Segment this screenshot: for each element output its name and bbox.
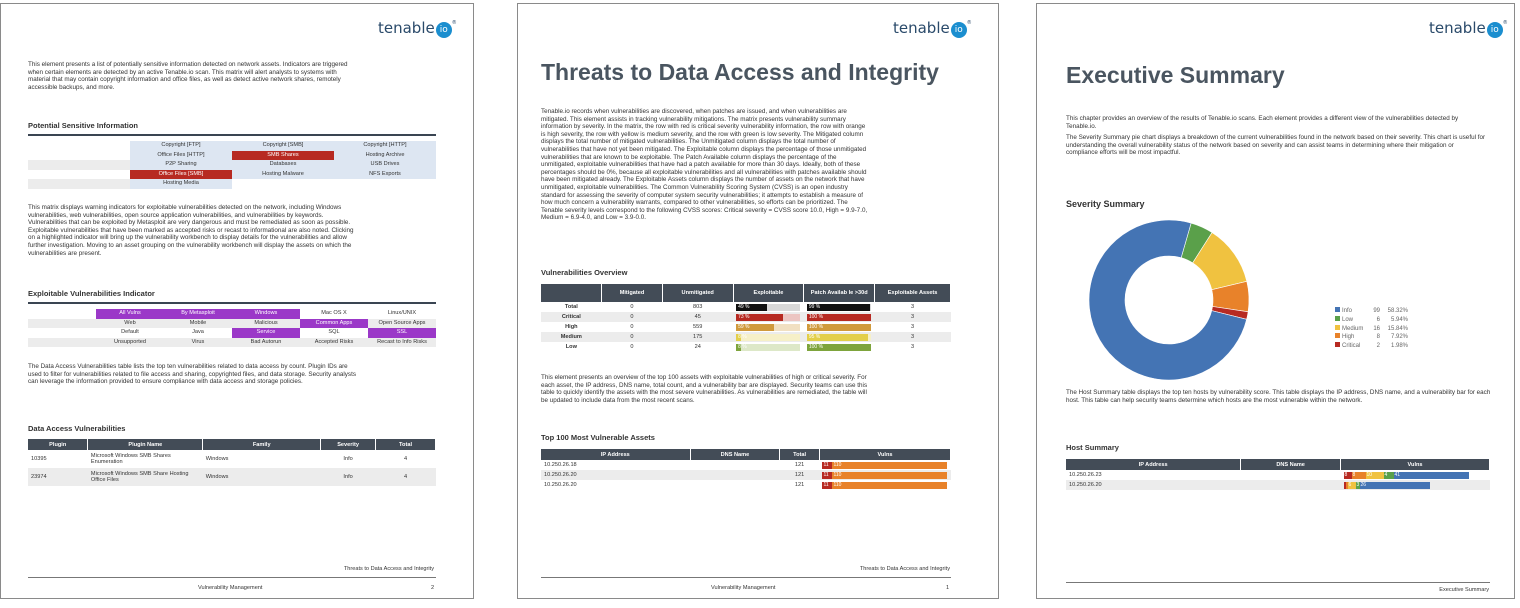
table-row [28, 450, 436, 468]
matrix-spacer [28, 338, 96, 348]
vulnerable-assets-table [541, 449, 951, 490]
exploit-indicator[interactable]: SSL [368, 328, 436, 338]
legend-swatch [1335, 307, 1340, 312]
sensitive-indicator[interactable]: USB Drives [334, 160, 436, 170]
host-dns [1241, 470, 1341, 480]
report-page-2 [0, 3, 474, 599]
tenable-logo: tenable io® [378, 19, 457, 37]
plugin-total: 4 [376, 468, 436, 486]
footer-section: Threats to Data Access and Integrity [343, 566, 434, 572]
host-ip[interactable]: 10.250.26.20 [1066, 480, 1241, 490]
asset-ip[interactable]: 10.250.26.18 [544, 462, 577, 468]
asset-dns [690, 480, 779, 490]
overview-col-header [541, 284, 602, 302]
severity-label: High [565, 324, 578, 330]
assets-intro: This element presents an overview of the top 100 assets with exploitable vulnerabilities of high or critical severity. For each asset, the IP address, DNS name, total count, and a vulnerability bar are displayed. Security teams can use this table to quickly identify the assets with the most severe vulnerabilities. As vulnerabilities are remediated, the table will be updated to include data from the most recent scans. [541, 374, 868, 404]
percent-bar-track [736, 344, 800, 351]
asset-total: 121 [794, 482, 805, 488]
percent-bar-track [807, 334, 871, 341]
host-intro: The Host Summary table displays the top ten hosts by vulnerability score. This table displays the IP address, DNS name, and a vulnerability bar for each host. This table can help security teams determine which hosts are the most vulnerable within the network. [1066, 389, 1491, 404]
host-vuln-bar[interactable] [1344, 472, 1487, 479]
table-row [541, 332, 951, 342]
host-vuln-segment: 8 [1352, 472, 1366, 479]
section-rule [28, 302, 436, 304]
severity-legend [1335, 307, 1408, 351]
sensitive-info-heading: Potential Sensitive Information [28, 121, 139, 130]
severity-label: Medium [541, 332, 602, 342]
percent-bar-label: 100 % [808, 343, 824, 350]
percent-bar-label: 8 % [738, 333, 747, 340]
exploitable-assets: 3 [875, 312, 951, 322]
percent-bar-track [736, 314, 800, 321]
asset-vuln-bar[interactable] [822, 482, 947, 489]
vulnerabilities-overview-table [541, 284, 951, 352]
sensitive-indicator[interactable]: Hosting Media [130, 179, 232, 189]
tenable-logo: tenable io® [893, 19, 972, 37]
legend-swatch [1335, 316, 1340, 321]
col-total: Total [376, 439, 436, 450]
host-vuln-segment: 4 [1384, 472, 1394, 479]
severity-pie-chart [1087, 218, 1251, 382]
footer-section: Executive Summary [1439, 587, 1489, 593]
percent-bar-cell [804, 342, 875, 352]
table-row [28, 468, 436, 486]
matrix-spacer [28, 309, 96, 319]
percent-bar-label: 95 % [808, 333, 821, 340]
percent-bar-cell [733, 342, 804, 352]
host-vuln-segment: 10 [1366, 472, 1384, 479]
mitigated-count: 0 [630, 324, 634, 330]
legend-percent: 1.98% [1390, 343, 1408, 350]
percent-bar-track [736, 324, 800, 331]
sensitive-indicator [334, 179, 436, 189]
plugin-severity: Info [343, 456, 353, 462]
legend-count: 99 [1373, 308, 1380, 314]
exploit-indicator[interactable]: Java [164, 328, 232, 338]
high-segment: 110 [832, 462, 947, 469]
table-row [541, 302, 951, 312]
col-vulns: Vulns [1341, 459, 1490, 470]
unmitigated-count: 24 [694, 344, 701, 350]
legend-count: 16 [1373, 325, 1380, 332]
data-access-heading: Data Access Vulnerabilities [28, 424, 126, 433]
legend-percent: 58.32% [1387, 308, 1408, 314]
col-total: Total [780, 449, 820, 460]
legend-count: 8 [1376, 334, 1380, 341]
exploitable-assets: 3 [910, 304, 915, 310]
legend-label: Medium [1342, 325, 1364, 332]
legend-count: 2 [1376, 343, 1380, 350]
plugin-name: Microsoft Windows SMB Share Hosting Office Files [88, 468, 203, 486]
matrix-spacer [28, 141, 130, 151]
percent-bar-cell [733, 322, 804, 332]
sensitive-indicator[interactable]: Databases [232, 160, 334, 170]
exploit-indicator[interactable]: Bad Autorun [232, 338, 300, 348]
exploit-indicator[interactable]: Web [96, 319, 164, 329]
footer-page-number: 1 [946, 585, 950, 591]
legend-entry-critical [1335, 342, 1408, 351]
overview-col-header: Unmitigated [662, 284, 733, 302]
percent-bar-track [807, 314, 871, 321]
legend-entry-medium [1335, 325, 1408, 334]
plugin-id: 10395 [31, 456, 47, 462]
plugin-name: Microsoft Windows SMB Shares Enumeration [90, 453, 171, 465]
exploit-indicator[interactable]: Linux/UNIX [368, 309, 436, 319]
asset-ip[interactable]: 10.250.26.20 [544, 482, 577, 488]
host-vuln-bar[interactable] [1344, 482, 1487, 489]
page-title: Executive Summary [1066, 62, 1285, 88]
percent-bar-label: 100 % [808, 313, 824, 320]
asset-total: 121 [794, 462, 805, 468]
exploit-indicator[interactable]: Open Source Apps [368, 319, 436, 329]
percent-bar-label: 99 % [808, 303, 821, 310]
percent-bar-track [807, 304, 871, 311]
assets-heading: Top 100 Most Vulnerable Assets [541, 433, 655, 442]
host-heading: Host Summary [1066, 443, 1119, 452]
table-row [541, 460, 951, 470]
exploit-indicator[interactable]: By Metasploit [164, 309, 232, 319]
sensitive-indicator[interactable]: SMB Shares [232, 151, 334, 161]
col-severity: Severity [321, 439, 376, 450]
footer-page-number: 2 [431, 585, 435, 591]
exploitable-assets: 3 [875, 332, 951, 342]
mitigated-count: 0 [602, 312, 663, 322]
overview-col-header: Patch Availab le >30d [804, 284, 875, 302]
legend-label: High [1342, 334, 1355, 341]
matrix-spacer [28, 151, 130, 161]
legend-entry-low [1335, 316, 1408, 325]
table-row [541, 322, 951, 332]
table-row [1066, 470, 1490, 480]
plugin-id: 23974 [28, 468, 88, 486]
legend-label: Critical [1342, 343, 1361, 350]
severity-label: Total [564, 304, 578, 310]
overview-col-header: Mitigated [602, 284, 663, 302]
exploit-indicator[interactable]: All Vulns [96, 309, 164, 319]
high-segment: 110 [832, 472, 947, 479]
asset-vuln-bar-cell [819, 470, 950, 480]
legend-swatch [1335, 333, 1340, 338]
exploit-indicator[interactable]: Malicious [232, 319, 300, 329]
report-page-1 [517, 3, 999, 599]
legend-swatch [1335, 342, 1340, 347]
footer-rule [541, 577, 951, 578]
col-plugin: Plugin [28, 439, 88, 450]
exploit-indicator[interactable]: Service [232, 328, 300, 338]
sensitive-indicator[interactable]: Copyright [FTP] [130, 141, 232, 151]
plugin-severity: Info [321, 468, 376, 486]
severity-label: Low [565, 344, 577, 350]
tenable-logo: tenable io® [1429, 19, 1508, 37]
plugin-family: Windows [205, 456, 229, 462]
matrix-spacer [28, 160, 130, 170]
sensitive-indicator[interactable]: Copyright [SMB] [232, 141, 334, 151]
host-vuln-segment: 3 [1356, 481, 1360, 488]
percent-bar-cell [733, 312, 804, 322]
exploit-indicator[interactable]: Mobile [164, 319, 232, 329]
table-row [541, 312, 951, 322]
overview-col-header: Exploitable [733, 284, 804, 302]
percent-bar-cell [733, 332, 804, 342]
overview-col-header: Exploitable Assets [875, 284, 951, 302]
asset-ip[interactable]: 10.250.26.20 [541, 470, 690, 480]
host-dns [1241, 480, 1341, 490]
critical-segment: 11 [822, 482, 832, 489]
asset-total: 121 [780, 470, 820, 480]
matrix-spacer [28, 179, 130, 189]
data-access-table [28, 439, 436, 486]
table-row [541, 470, 951, 480]
col-plugin-name: Plugin Name [88, 439, 203, 450]
asset-vuln-bar-cell [819, 460, 950, 470]
plugin-family: Windows [203, 468, 321, 486]
legend-entry-info [1335, 307, 1408, 316]
percent-bar-label: 49 % [738, 303, 750, 310]
footer-section: Threats to Data Access and Integrity [859, 566, 950, 572]
host-ip[interactable]: 10.250.26.23 [1069, 472, 1102, 478]
mitigated-count: 0 [630, 344, 634, 350]
percent-bar-cell [804, 302, 875, 312]
unmitigated-count: 45 [662, 312, 733, 322]
percent-bar-cell [804, 322, 875, 332]
percent-bar-label: 73 % [738, 313, 750, 320]
asset-vuln-bar[interactable] [822, 472, 947, 479]
percent-bar-cell [804, 332, 875, 342]
percent-bar-track [736, 334, 800, 341]
exploit-indicator[interactable]: Unsupported [96, 338, 164, 348]
severity-label: Critical [541, 312, 602, 322]
footer-doc: Vulnerability Management [711, 585, 776, 591]
footer-rule [1066, 582, 1490, 583]
table-row [541, 480, 951, 490]
exec-intro-2: The Severity Summary pie chart displays a breakdown of the current vulnerabilities found in the network based on their severity. This chart is useful for understanding the overall vulnerability status of the network based on severity and can assist teams in determining where their mitigation or compliance efforts will be most impactful. [1066, 134, 1486, 157]
data-access-intro: The Data Access Vulnerabilities table lists the top ten vulnerabilities related to data access by count. Plugin IDs are used to filter for vulnerabilities related to file access and sharing, copyrighted files, and data storage. Security analysts can leverage the information provided to ensure compliance with data access and storage policies. [28, 363, 356, 386]
col-family: Family [203, 439, 321, 450]
col-ip: IP Address [541, 449, 690, 460]
asset-vuln-bar-cell [819, 480, 950, 490]
exploit-indicator[interactable]: SQL [300, 328, 368, 338]
percent-bar-label: 8 % [738, 343, 747, 350]
host-vuln-segment: 8 [1344, 472, 1352, 479]
exploit-intro: This matrix displays warning indicators for exploitable vulnerabilities detected on the network, including Windows vulnerabilities, web vulnerabilities, open source application vulnerabilities, and vulnerabilities by keywords. Vulnerabilities that can be exploited by Metasploit are very dangerous and must be remediated as soon as possible. Exploitable vulnerabilities that have been marked as accepted risks or recast to informational are also noted. Clicking on a highlighted indicator will bring up the vulnerability workbench to display details for the vulnerabilities and allow further investigation. Moving to an asset grouping on the vulnerability workbench will display the assets on which the vulnerabilities are present. [28, 204, 354, 257]
exploit-indicator[interactable]: Windows [232, 309, 300, 319]
matrix-spacer [28, 319, 96, 329]
percent-bar-cell [733, 302, 804, 312]
percent-bar-label: 59 % [738, 323, 750, 330]
sensitive-indicator[interactable]: Copyright [HTTP] [334, 141, 436, 151]
exploitable-assets: 3 [910, 324, 915, 330]
mitigated-count: 0 [602, 332, 663, 342]
unmitigated-count: 559 [693, 324, 703, 330]
table-row [1066, 480, 1490, 490]
percent-bar-track [807, 324, 871, 331]
plugin-total: 4 [403, 456, 408, 462]
exploit-indicator[interactable]: Virus [164, 338, 232, 348]
legend-label: Info [1342, 308, 1353, 314]
footer-rule [28, 577, 436, 578]
exploit-matrix [28, 309, 436, 347]
exploit-indicator[interactable]: Default [96, 328, 164, 338]
host-vuln-segment: 26 [1360, 482, 1430, 489]
legend-count: 6 [1376, 316, 1380, 323]
asset-dns [690, 470, 779, 480]
sensitive-indicator[interactable]: Hosting Malware [232, 170, 334, 180]
high-segment: 110 [832, 482, 947, 489]
critical-segment: 11 [822, 462, 832, 469]
sensitive-indicator[interactable]: Office Files [HTTP] [130, 151, 232, 161]
col-ip: IP Address [1066, 459, 1241, 470]
host-vuln-segment: 41 [1394, 472, 1469, 479]
unmitigated-count: 175 [662, 332, 733, 342]
host-vuln-bar-cell [1341, 470, 1490, 480]
critical-segment: 11 [822, 472, 832, 479]
exploitable-assets: 3 [910, 344, 915, 350]
col-vulns: Vulns [819, 449, 950, 460]
legend-percent: 15.84% [1387, 325, 1408, 332]
sensitive-indicator[interactable]: Office Files [SMB] [130, 170, 232, 180]
sensitive-indicator[interactable]: NFS Exports [334, 170, 436, 180]
exploit-indicator[interactable]: Recast to Info Risks [368, 338, 436, 348]
legend-percent: 7.92% [1390, 334, 1408, 341]
matrix-spacer [28, 328, 96, 338]
exploit-heading: Exploitable Vulnerabilities Indicator [28, 289, 155, 298]
asset-vuln-bar[interactable] [822, 462, 947, 469]
severity-heading: Severity Summary [1066, 199, 1145, 209]
section-rule [28, 134, 436, 136]
percent-bar-track [807, 344, 871, 351]
sensitive-indicator[interactable]: Hosting Archive [334, 151, 436, 161]
legend-percent: 5.94% [1390, 316, 1408, 323]
sensitive-info-intro: This element presents a list of potentially sensitive information detected on network assets. Indicators are triggered when certain elements are detected by an active Tenable.io scan. This matrix will alert analysts to systems with material that may contain copyright information and office files, as well as detect active network shares, remotely accessible backups, and more. [28, 61, 348, 91]
asset-dns [690, 460, 779, 470]
host-vuln-segment: 6 [1348, 482, 1356, 489]
sensitive-indicator[interactable]: P2P Sharing [130, 160, 232, 170]
legend-entry-high [1335, 333, 1408, 342]
legend-label: Low [1342, 316, 1354, 323]
sensitive-info-matrix [28, 141, 436, 189]
host-summary-table [1066, 459, 1490, 490]
mitigated-count: 0 [630, 304, 634, 310]
percent-bar-label: 100 % [808, 323, 824, 330]
exec-intro-1: This chapter provides an overview of the results of Tenable.io scans. Each element provides a different view of the vulnerabilities detected by Tenable.io. [1066, 115, 1459, 130]
col-dns: DNS Name [690, 449, 779, 460]
matrix-spacer [28, 170, 130, 180]
table-row [541, 342, 951, 352]
exploit-indicator[interactable]: Mac OS X [300, 309, 368, 319]
report-page-executive [1036, 3, 1515, 599]
exploit-indicator[interactable]: Accepted Risks [300, 338, 368, 348]
percent-bar-track [736, 304, 800, 311]
page-title: Threats to Data Access and Integrity [541, 59, 939, 85]
footer-doc: Vulnerability Management [198, 585, 263, 591]
overview-heading: Vulnerabilities Overview [541, 268, 628, 277]
percent-bar-cell [804, 312, 875, 322]
legend-swatch [1335, 325, 1340, 330]
exploit-indicator[interactable]: Common Apps [300, 319, 368, 329]
threats-intro: Tenable.io records when vulnerabilities are discovered, when patches are issued, and when vulnerabilities are mitigated. This element assists in tracking vulnerability mitigations. The matrix presents vulnerability summary information by severity. In the matrix, the row with red is critical severity vulnerability information, the row with orange is high severity, the row with yellow is medium severity, and the row with green is low severity. The Mitigated column displays the total number of mitigated vulnerabilities. The Unmitigated column displays the total number of vulnerabilities that have not yet been mitigated. The Exploitable column displays the percentage of those unmitigated vulnerabilities that are known to be exploitable. The Patch Available column displays the percentage of the unmitigated, exploitable vulnerabilities that have had a patch available for more than 30 days. Ideally, both of these percentages should be 0%, because all exploitable vulnerabilities and all vulnerabilities with patches available should have been mitigated already. The Exploitable Assets column displays the number of assets on the network that have unmitigated, exploitable vulnerabilities. The Common Vulnerability Scoring System (CVSS) is an open industry standard for assessing the severity of computer system security vulnerabilities; it attempts to establish a measure of how much concern a vulnerability warrants, compared to other vulnerabilities, so efforts can be prioritized. The Tenable severity levels correspond to the following CVSS scores: Critical severity = CVSS score 10.0, High = 9.9-7.0, Medium = 6.9-4.0, and Low = 3.9-0.0. [541, 108, 868, 222]
unmitigated-count: 803 [693, 304, 703, 310]
col-dns: DNS Name [1241, 459, 1341, 470]
sensitive-indicator [232, 179, 334, 189]
host-vuln-bar-cell [1341, 480, 1490, 490]
